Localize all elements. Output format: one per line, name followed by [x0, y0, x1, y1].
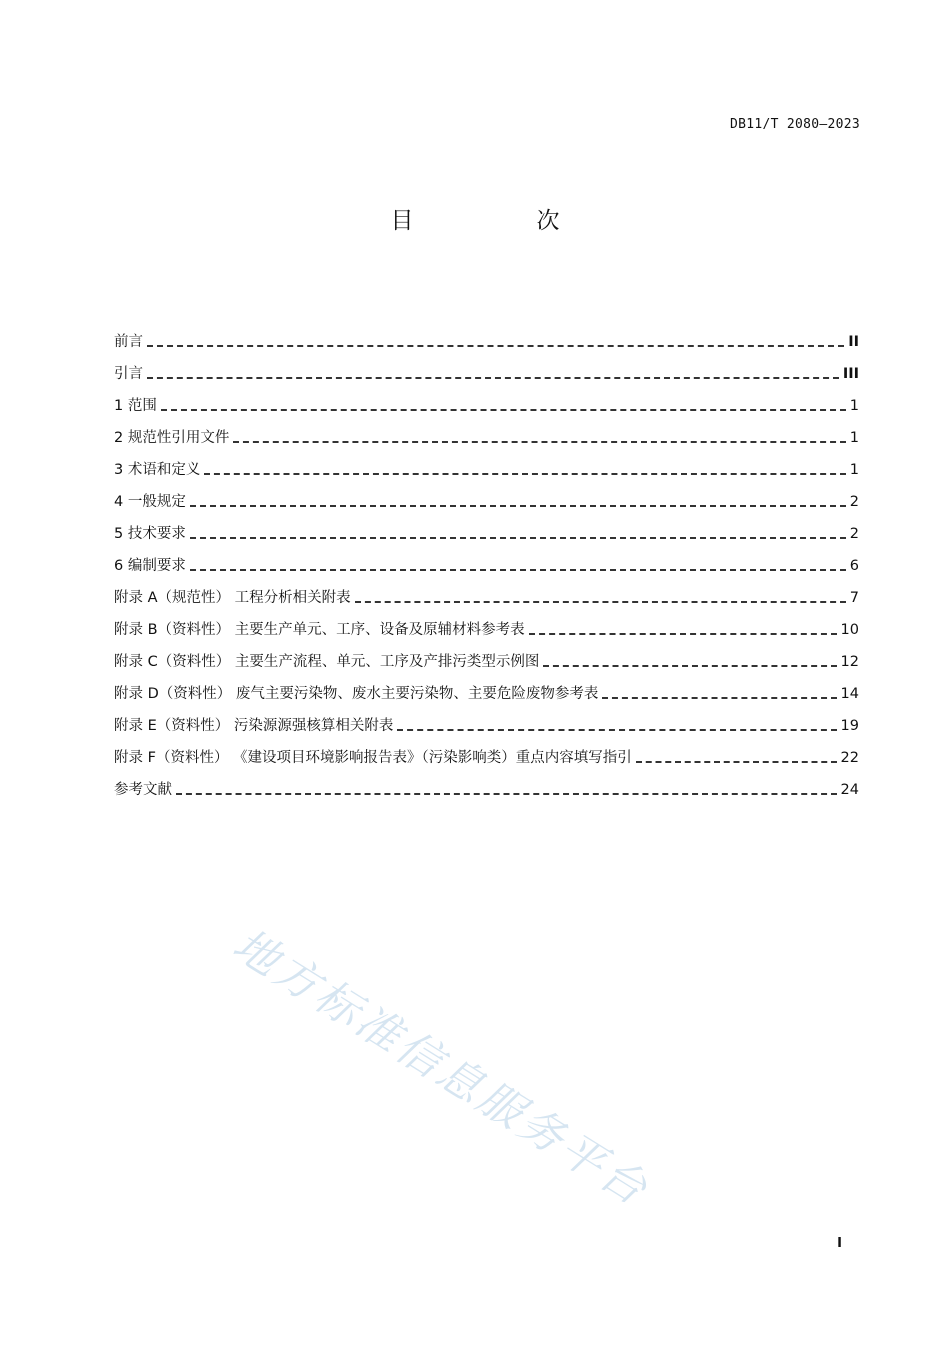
toc-entry-page: 19 [840, 718, 859, 734]
toc-entry-label: 前言 [114, 334, 143, 350]
toc-leader-dots [602, 697, 836, 699]
toc-entry-label: 附录 D（资料性） 废气主要污染物、废水主要污染物、主要危险废物参考表 [114, 686, 599, 702]
toc-entry-label: 附录 A（规范性） 工程分析相关附表 [114, 590, 351, 606]
toc-entry-label: 附录 C（资料性） 主要生产流程、单元、工序及产排污类型示例图 [114, 654, 540, 670]
toc-entry-page: 1 [849, 430, 859, 446]
toc-entry-page: 10 [840, 622, 859, 638]
toc-entry-general-provisions[interactable] [114, 480, 859, 512]
toc-entry-appendix-a[interactable] [114, 576, 859, 608]
toc-leader-dots [147, 345, 844, 347]
toc-leader-dots [161, 409, 846, 411]
toc-entry-page: 2 [849, 494, 859, 510]
toc-entry-label: 2 规范性引用文件 [114, 430, 230, 446]
toc-leader-dots [190, 537, 846, 539]
toc-leader-dots [204, 473, 845, 475]
toc-entry-scope[interactable] [114, 384, 859, 416]
toc-entry-normative-references[interactable] [114, 416, 859, 448]
toc-entry-page: II [848, 334, 859, 350]
toc-entry-page: 2 [849, 526, 859, 542]
toc-entry-page: 22 [840, 750, 859, 766]
toc-leader-dots [397, 729, 836, 731]
toc-entry-label: 引言 [114, 366, 143, 382]
toc-entry-appendix-c[interactable] [114, 640, 859, 672]
toc-leader-dots [147, 377, 839, 379]
toc-leader-dots [355, 601, 846, 603]
toc-entry-label: 附录 B（资料性） 主要生产单元、工序、设备及原辅材料参考表 [114, 622, 525, 638]
toc-entry-label: 5 技术要求 [114, 526, 186, 542]
toc-entry-label: 6 编制要求 [114, 558, 186, 574]
page-number: I [837, 1236, 842, 1251]
toc-entry-label: 1 范围 [114, 398, 157, 414]
toc-leader-dots [176, 793, 837, 795]
toc-entry-label: 4 一般规定 [114, 494, 186, 510]
toc-entry-page: 14 [840, 686, 859, 702]
toc-entry-bibliography[interactable] [114, 768, 859, 800]
toc-entry-foreword[interactable] [114, 320, 859, 352]
watermark-text: 地方标准信息服务平台 [224, 919, 659, 1217]
toc-entry-appendix-d[interactable] [114, 672, 859, 704]
toc-entry-page: 24 [840, 782, 859, 798]
toc-entry-page: 1 [849, 398, 859, 414]
toc-entry-label: 3 术语和定义 [114, 462, 201, 478]
table-of-contents [114, 320, 859, 800]
toc-entry-terms-definitions[interactable] [114, 448, 859, 480]
toc-entry-appendix-b[interactable] [114, 608, 859, 640]
toc-entry-page: 1 [849, 462, 859, 478]
toc-entry-page: III [842, 366, 859, 382]
toc-leader-dots [190, 569, 846, 571]
toc-entry-technical-requirements[interactable] [114, 512, 859, 544]
toc-title: 目 次 [390, 208, 610, 234]
toc-leader-dots [636, 761, 837, 763]
toc-entry-appendix-f[interactable] [114, 736, 859, 768]
toc-entry-introduction[interactable] [114, 352, 859, 384]
toc-entry-appendix-e[interactable] [114, 704, 859, 736]
document-number: DB11/T 2080—2023 [729, 117, 860, 132]
toc-entry-compilation-requirements[interactable] [114, 544, 859, 576]
toc-leader-dots [233, 441, 845, 443]
toc-entry-label: 参考文献 [114, 782, 172, 798]
toc-entry-page: 6 [849, 558, 859, 574]
toc-leader-dots [190, 505, 846, 507]
toc-entry-page: 7 [849, 590, 859, 606]
toc-entry-page: 12 [840, 654, 859, 670]
toc-entry-label: 附录 E（资料性） 污染源源强核算相关附表 [114, 718, 394, 734]
toc-leader-dots [543, 665, 836, 667]
toc-leader-dots [529, 633, 837, 635]
toc-entry-label: 附录 F（资料性） 《建设项目环境影响报告表》（污染影响类）重点内容填写指引 [114, 750, 632, 766]
